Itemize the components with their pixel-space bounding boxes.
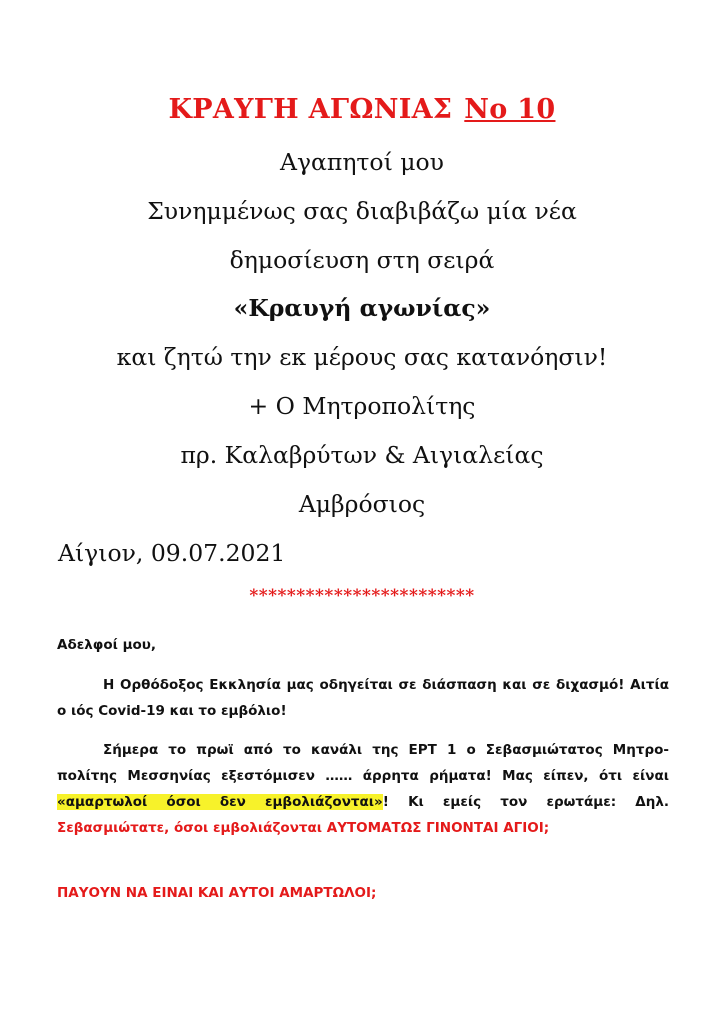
- letter-line-5: και ζητώ την εκ μέρους σας κατανόησιν!: [116, 343, 608, 371]
- letter-date: Αίγιον, 09.07.2021: [58, 539, 286, 567]
- highlighted-quote: «αμαρτωλοί όσοι δεν εμβολιάζονται»: [57, 794, 383, 810]
- issue-number: Νο 10: [464, 94, 556, 125]
- paragraph-2-start: Σήμερα το πρωϊ από το κανάλι της ΕΡΤ 1 ο Σεβασμιώτατος Μητρο-πολίτης Μεσσηνίας εξεστόμισεν …… άρρητα ρήματα! Μας είπεν, ότι είναι: [57, 742, 669, 784]
- salutation: Αδελφοί μου,: [57, 637, 157, 653]
- series-name: «Κραυγή αγωνίας»: [233, 294, 491, 322]
- title-text: ΚΡΑΥΓΗ ΑΓΩΝΙΑΣ: [168, 94, 453, 125]
- paragraph-2-red-question: Σεβασμιώτατε, όσοι εμβολιάζονται: [57, 820, 327, 836]
- paragraph-2-mid: ! Κι εμείς τον ερωτάμε: Δηλ.: [382, 794, 669, 810]
- paragraph-1: Η Ορθόδοξος Εκκλησία μας οδηγείται σε διάσπαση και σε διχασμό! Αιτία ο ιός Covid-19 και το εμβόλιο!: [57, 677, 669, 719]
- signature-name: Αμβρόσιος: [298, 490, 426, 518]
- letter-line-1: Αγαπητοί μου: [280, 148, 444, 176]
- page-title: [0, 94, 724, 125]
- separator: ************************: [249, 586, 475, 606]
- signature-diocese: πρ. Καλαβρύτων & Αιγιαλείας: [180, 441, 544, 469]
- letter-line-2: Συνημμένως σας διαβιβάζω μία νέα: [147, 197, 577, 225]
- signature-title: + Ο Μητροπολίτης: [248, 392, 476, 420]
- paragraph-2: [57, 737, 669, 841]
- paragraph-2-red-caps: ΑΥΤΟΜΑΤΩΣ ΓΙΝΟΝΤΑΙ ΑΓΙΟΙ;: [326, 820, 550, 836]
- paragraph-3: ΠΑΥΟΥΝ ΝΑ ΕΙΝΑΙ ΚΑΙ ΑΥΤΟΙ ΑΜΑΡΤΩΛΟΙ;: [57, 885, 377, 901]
- letter-line-3: δημοσίευση στη σειρά: [229, 246, 495, 274]
